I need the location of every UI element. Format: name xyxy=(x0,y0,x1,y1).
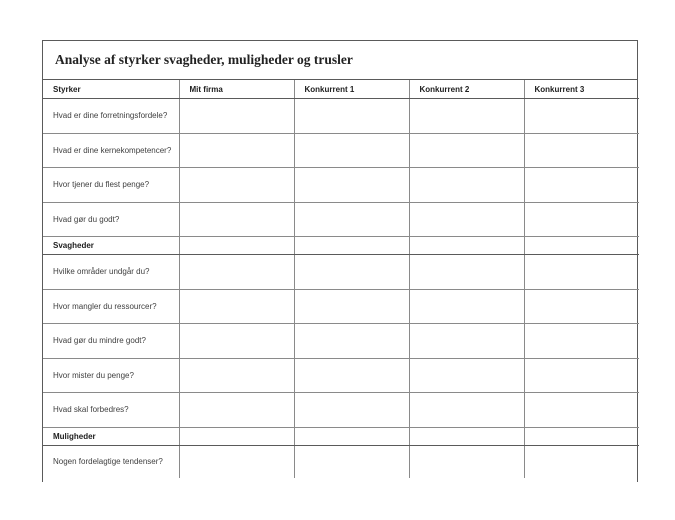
answer-cell[interactable] xyxy=(294,445,409,478)
answer-cell[interactable] xyxy=(409,445,524,478)
answer-cell[interactable] xyxy=(409,99,524,134)
question-label: Hvor mangler du ressourcer? xyxy=(43,289,179,324)
answer-cell[interactable] xyxy=(409,168,524,203)
answer-cell[interactable] xyxy=(409,289,524,324)
table-row xyxy=(43,324,639,359)
question-label: Hvor mister du penge? xyxy=(43,358,179,393)
section-row-muligheder xyxy=(43,427,639,445)
question-label: Hvor tjener du flest penge? xyxy=(43,168,179,203)
column-header-konkurrent-2: Konkurrent 2 xyxy=(409,80,524,99)
table-row xyxy=(43,358,639,393)
answer-cell[interactable] xyxy=(409,133,524,168)
answer-cell[interactable] xyxy=(524,289,639,324)
section-label: Svagheder xyxy=(43,237,179,255)
answer-cell[interactable] xyxy=(409,393,524,428)
table-header-row xyxy=(43,80,639,99)
answer-cell[interactable] xyxy=(179,324,294,359)
section-row-svagheder xyxy=(43,237,639,255)
table-row xyxy=(43,168,639,203)
answer-cell[interactable] xyxy=(294,202,409,237)
question-label: Hvad er dine kernekompetencer? xyxy=(43,133,179,168)
question-label: Hvad gør du mindre godt? xyxy=(43,324,179,359)
answer-cell[interactable] xyxy=(294,133,409,168)
answer-cell[interactable] xyxy=(409,358,524,393)
table-row xyxy=(43,202,639,237)
answer-cell[interactable] xyxy=(524,445,639,478)
column-header-mit-firma: Mit firma xyxy=(179,80,294,99)
section-cell xyxy=(294,427,409,445)
table-row xyxy=(43,99,639,134)
question-label: Hvad skal forbedres? xyxy=(43,393,179,428)
table-row xyxy=(43,445,639,478)
swot-table xyxy=(43,80,639,478)
table-row xyxy=(43,393,639,428)
question-label: Nogen fordelagtige tendenser? xyxy=(43,445,179,478)
answer-cell[interactable] xyxy=(294,289,409,324)
answer-cell[interactable] xyxy=(179,393,294,428)
answer-cell[interactable] xyxy=(179,133,294,168)
answer-cell[interactable] xyxy=(294,358,409,393)
answer-cell[interactable] xyxy=(524,202,639,237)
section-cell xyxy=(179,237,294,255)
answer-cell[interactable] xyxy=(524,324,639,359)
answer-cell[interactable] xyxy=(179,289,294,324)
answer-cell[interactable] xyxy=(179,99,294,134)
answer-cell[interactable] xyxy=(179,168,294,203)
table-row xyxy=(43,255,639,290)
answer-cell[interactable] xyxy=(409,202,524,237)
answer-cell[interactable] xyxy=(294,168,409,203)
column-header-styrker: Styrker xyxy=(43,80,179,99)
answer-cell[interactable] xyxy=(524,133,639,168)
column-header-konkurrent-1: Konkurrent 1 xyxy=(294,80,409,99)
answer-cell[interactable] xyxy=(409,324,524,359)
question-label: Hvad gør du godt? xyxy=(43,202,179,237)
column-header-konkurrent-3: Konkurrent 3 xyxy=(524,80,639,99)
question-label: Hvad er dine forretningsfordele? xyxy=(43,99,179,134)
answer-cell[interactable] xyxy=(179,445,294,478)
answer-cell[interactable] xyxy=(294,255,409,290)
answer-cell[interactable] xyxy=(294,99,409,134)
answer-cell[interactable] xyxy=(524,358,639,393)
section-label: Muligheder xyxy=(43,427,179,445)
answer-cell[interactable] xyxy=(524,99,639,134)
section-cell xyxy=(409,427,524,445)
worksheet-title: Analyse af styrker svagheder, muligheder og trusler xyxy=(43,41,637,80)
section-cell xyxy=(294,237,409,255)
answer-cell[interactable] xyxy=(294,393,409,428)
section-cell xyxy=(524,427,639,445)
answer-cell[interactable] xyxy=(179,358,294,393)
section-cell xyxy=(409,237,524,255)
table-row xyxy=(43,289,639,324)
answer-cell[interactable] xyxy=(179,202,294,237)
answer-cell[interactable] xyxy=(409,255,524,290)
question-label: Hvilke områder undgår du? xyxy=(43,255,179,290)
answer-cell[interactable] xyxy=(179,255,294,290)
answer-cell[interactable] xyxy=(294,324,409,359)
section-cell xyxy=(179,427,294,445)
answer-cell[interactable] xyxy=(524,168,639,203)
section-cell xyxy=(524,237,639,255)
answer-cell[interactable] xyxy=(524,255,639,290)
answer-cell[interactable] xyxy=(524,393,639,428)
table-row xyxy=(43,133,639,168)
swot-worksheet xyxy=(42,40,638,482)
